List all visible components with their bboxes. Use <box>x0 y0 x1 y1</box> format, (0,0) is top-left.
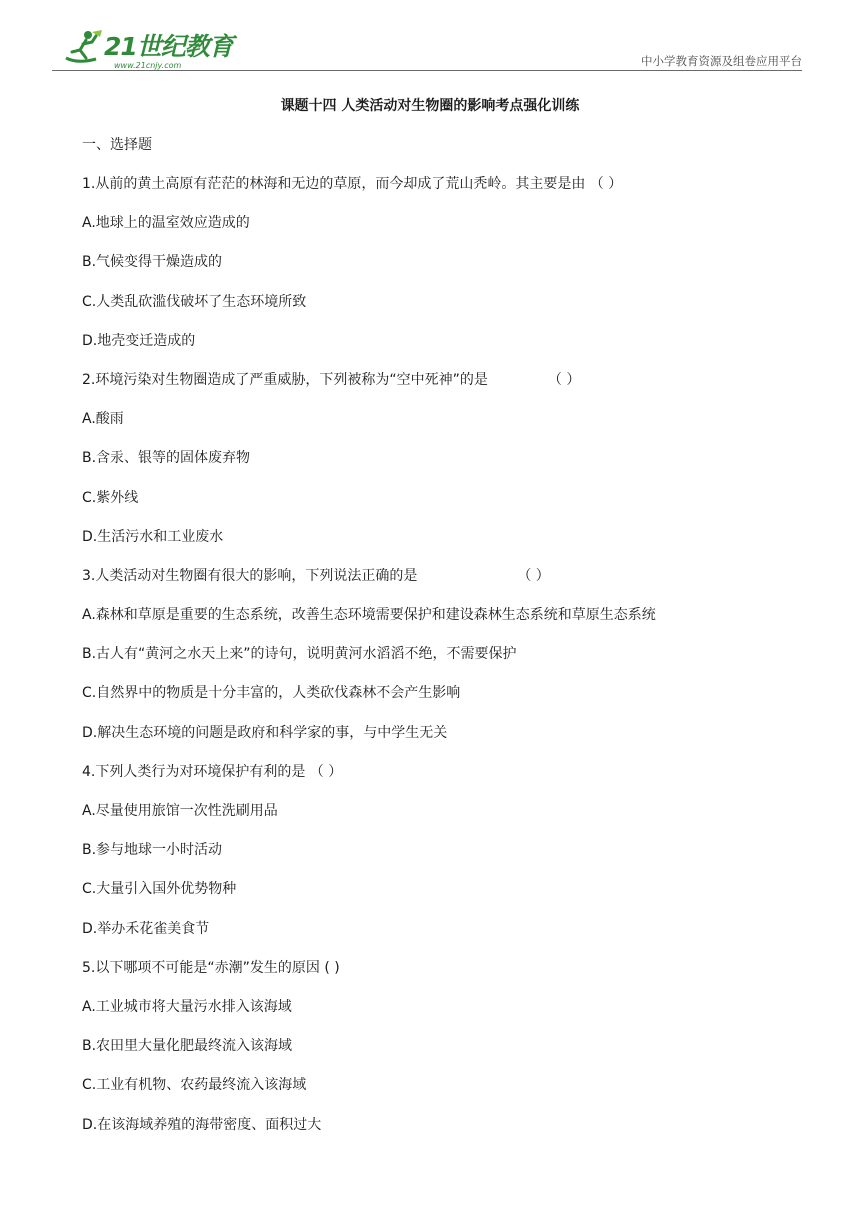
logo-url: www.21cnjy.com <box>114 61 182 70</box>
option-d: D.生活污水和工业废水 <box>82 528 224 545</box>
option-c: C.大量引入国外优势物种 <box>82 881 237 898</box>
answer-bracket: （ ） <box>517 567 550 584</box>
option-a: A.森林和草原是重要的生态系统，改善生态环境需要保护和建设森林生态系统和草原生态系统 <box>82 607 656 624</box>
question-stem <box>82 370 782 409</box>
logo <box>62 26 232 72</box>
option-d: D.解决生态环境的问题是政府和科学家的事，与中学生无关 <box>82 724 448 741</box>
answer-bracket: （ ） <box>547 371 581 388</box>
option-d: D.地壳变迁造成的 <box>82 332 196 349</box>
option-d: D.举办禾花雀美食节 <box>82 920 210 937</box>
option-b: B.气候变得干燥造成的 <box>82 254 223 271</box>
option-c: C.紫外线 <box>82 489 139 506</box>
question-stem <box>82 762 782 801</box>
question-text: 5.以下哪项不可能是“赤潮”发生的原因 ( ) <box>82 959 340 976</box>
question-text: 2.环境污染对生物圈造成了严重威胁，下列被称为“空中死神”的是 <box>82 371 488 388</box>
option-a: A.工业城市将大量污水排入该海域 <box>82 998 292 1015</box>
question-text: 3.人类活动对生物圈有很大的影响，下列说法正确的是 <box>82 567 418 584</box>
option-c: C.人类乱砍滥伐破坏了生态环境所致 <box>82 293 307 310</box>
option-b: B.含汞、银等的固体废弃物 <box>82 450 251 467</box>
option-b: B.古人有“黄河之水天上来”的诗句，说明黄河水滔滔不绝，不需要保护 <box>82 646 517 663</box>
option-c: C.工业有机物、农药最终流入该海域 <box>82 1077 307 1094</box>
question-stem <box>82 174 782 213</box>
header-divider <box>52 70 802 71</box>
option-b: B.农田里大量化肥最终流入该海域 <box>82 1038 293 1055</box>
runner-logo-icon <box>62 28 106 68</box>
option-b: B.参与地球一小时活动 <box>82 842 223 859</box>
option-c: C.自然界中的物质是十分丰富的，人类砍伐森林不会产生影响 <box>82 685 461 702</box>
question-stem <box>82 958 782 997</box>
option-a: A.尽量使用旅馆一次性洗刷用品 <box>82 803 278 819</box>
option-a: A.地球上的温室效应造成的 <box>82 215 250 232</box>
section-heading: 一、选择题 <box>82 137 152 153</box>
question-list <box>82 174 782 1154</box>
option-d: D.在该海域养殖的海带密度、面积过大 <box>82 1116 322 1133</box>
question-stem <box>82 566 782 605</box>
logo-text: 21世纪教育 <box>104 32 233 61</box>
page-title: 课题十四 人类活动对生物圈的影响考点强化训练 <box>280 98 580 114</box>
question-text: 4.下列人类行为对环境保护有利的是 （ ） <box>82 763 343 780</box>
page-header <box>52 26 802 72</box>
option-a: A.酸雨 <box>82 411 124 428</box>
question-text: 1.从前的黄土高原有茫茫的林海和无边的草原，而今却成了荒山秃岭。其主要是由 （ ） <box>82 176 623 192</box>
platform-name: 中小学教育资源及组卷应用平台 <box>641 54 802 68</box>
